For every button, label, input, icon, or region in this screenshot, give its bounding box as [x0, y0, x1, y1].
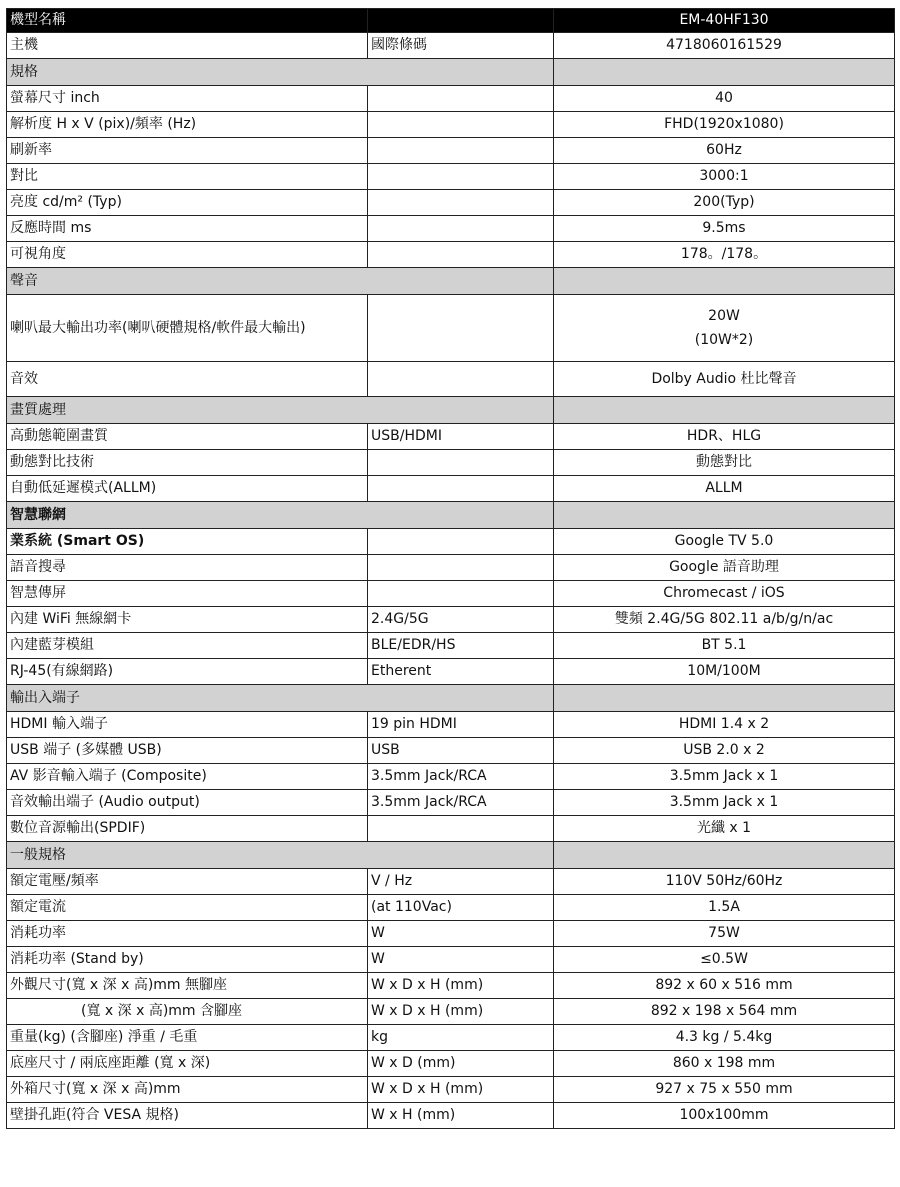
spec-row	[7, 764, 895, 790]
spec-row	[7, 921, 895, 947]
spec-label: 外箱尺寸(寬 x 深 x 高)mm	[7, 1077, 368, 1103]
spec-row	[7, 869, 895, 895]
spec-unit: 國際條碼	[368, 33, 554, 59]
spec-value: 3.5mm Jack x 1	[554, 790, 895, 816]
spec-row	[7, 607, 895, 633]
spec-value: 892 x 60 x 516 mm	[554, 973, 895, 999]
spec-label: 主機	[7, 33, 368, 59]
spec-value: 40	[554, 86, 895, 112]
spec-value: 892 x 198 x 564 mm	[554, 999, 895, 1025]
spec-value-line: (10W*2)	[694, 332, 754, 348]
spec-unit	[368, 138, 554, 164]
section-title: 輸出入端子	[7, 685, 554, 712]
spec-unit	[368, 529, 554, 555]
spec-row	[7, 362, 895, 397]
spec-table-body	[7, 9, 895, 1129]
spec-value: USB 2.0 x 2	[554, 738, 895, 764]
spec-row	[7, 1051, 895, 1077]
spec-label: (寬 x 深 x 高)mm 含腳座	[7, 999, 368, 1025]
spec-value: BT 5.1	[554, 633, 895, 659]
spec-row	[7, 999, 895, 1025]
spec-label: 音效	[7, 362, 368, 397]
spec-unit	[368, 816, 554, 842]
spec-label: 業系統 (Smart OS)	[7, 529, 368, 555]
spec-value: 10M/100M	[554, 659, 895, 685]
spec-label: 解析度 H x V (pix)/頻率 (Hz)	[7, 112, 368, 138]
spec-label: 可視角度	[7, 242, 368, 268]
spec-row	[7, 659, 895, 685]
spec-value: 動態對比	[554, 450, 895, 476]
spec-unit: 2.4G/5G	[368, 607, 554, 633]
spec-row	[7, 476, 895, 502]
spec-label: 壁掛孔距(符合 VESA 規格)	[7, 1103, 368, 1129]
section-title: 聲音	[7, 268, 554, 295]
section-header-row	[7, 268, 895, 295]
spec-unit	[368, 112, 554, 138]
spec-label: 螢幕尺寸 inch	[7, 86, 368, 112]
section-empty-cell	[554, 59, 895, 86]
spec-unit: V / Hz	[368, 869, 554, 895]
spec-label: 消耗功率 (Stand by)	[7, 947, 368, 973]
spec-label: 對比	[7, 164, 368, 190]
spec-unit	[368, 86, 554, 112]
spec-value: 3.5mm Jack x 1	[554, 764, 895, 790]
spec-value: ≤0.5W	[554, 947, 895, 973]
spec-unit: W x D x H (mm)	[368, 999, 554, 1025]
section-title: 畫質處理	[7, 397, 554, 424]
spec-row	[7, 712, 895, 738]
spec-unit: USB/HDMI	[368, 424, 554, 450]
spec-label: HDMI 輸入端子	[7, 712, 368, 738]
spec-row	[7, 295, 895, 362]
section-header-row	[7, 685, 895, 712]
spec-row	[7, 1025, 895, 1051]
spec-unit	[368, 295, 554, 362]
spec-row	[7, 895, 895, 921]
spec-label: RJ-45(有線網路)	[7, 659, 368, 685]
spec-value: 9.5ms	[554, 216, 895, 242]
spec-row	[7, 138, 895, 164]
section-title: 智慧聯網	[7, 502, 554, 529]
spec-value: 927 x 75 x 550 mm	[554, 1077, 895, 1103]
section-header-row	[7, 842, 895, 869]
spec-value: FHD(1920x1080)	[554, 112, 895, 138]
spec-row	[7, 790, 895, 816]
spec-value: 110V 50Hz/60Hz	[554, 869, 895, 895]
spec-value: 75W	[554, 921, 895, 947]
spec-unit: 3.5mm Jack/RCA	[368, 764, 554, 790]
spec-row	[7, 1077, 895, 1103]
spec-value: 4718060161529	[554, 33, 895, 59]
spec-table	[6, 8, 895, 1129]
spec-unit: W x D x H (mm)	[368, 973, 554, 999]
spec-label: 重量(kg) (含腳座) 淨重 / 毛重	[7, 1025, 368, 1051]
spec-unit	[368, 362, 554, 397]
spec-value: Google 語音助理	[554, 555, 895, 581]
spec-value: 4.3 kg / 5.4kg	[554, 1025, 895, 1051]
spec-unit	[368, 476, 554, 502]
spec-row	[7, 164, 895, 190]
spec-unit	[368, 581, 554, 607]
spec-value: 178。/178。	[554, 242, 895, 268]
spec-value: 860 x 198 mm	[554, 1051, 895, 1077]
spec-value: EM-40HF130	[554, 9, 895, 33]
spec-label: 數位音源輸出(SPDIF)	[7, 816, 368, 842]
spec-row	[7, 973, 895, 999]
spec-row	[7, 738, 895, 764]
section-title: 一般規格	[7, 842, 554, 869]
spec-label: 內建藍芽模組	[7, 633, 368, 659]
spec-unit: USB	[368, 738, 554, 764]
spec-label: 亮度 cd/m² (Typ)	[7, 190, 368, 216]
spec-value: Chromecast / iOS	[554, 581, 895, 607]
spec-row	[7, 816, 895, 842]
spec-value: HDR、HLG	[554, 424, 895, 450]
spec-label: AV 影音輸入端子 (Composite)	[7, 764, 368, 790]
spec-label: 內建 WiFi 無線網卡	[7, 607, 368, 633]
spec-value: 雙頻 2.4G/5G 802.11 a/b/g/n/ac	[554, 607, 895, 633]
spec-row	[7, 947, 895, 973]
spec-unit	[368, 9, 554, 33]
spec-value: Google TV 5.0	[554, 529, 895, 555]
spec-unit: Etherent	[368, 659, 554, 685]
spec-label: 外觀尺寸(寬 x 深 x 高)mm 無腳座	[7, 973, 368, 999]
spec-unit	[368, 164, 554, 190]
spec-label: 額定電壓/頻率	[7, 869, 368, 895]
spec-row	[7, 529, 895, 555]
section-empty-cell	[554, 268, 895, 295]
spec-unit: kg	[368, 1025, 554, 1051]
spec-row	[7, 555, 895, 581]
spec-label: USB 端子 (多媒體 USB)	[7, 738, 368, 764]
spec-label: 機型名稱	[7, 9, 368, 33]
spec-label: 動態對比技術	[7, 450, 368, 476]
spec-unit	[368, 450, 554, 476]
section-title: 規格	[7, 59, 554, 86]
spec-row	[7, 633, 895, 659]
spec-value-line: 20W	[708, 308, 740, 324]
spec-unit: W	[368, 947, 554, 973]
spec-unit	[368, 216, 554, 242]
spec-label: 語音搜尋	[7, 555, 368, 581]
spec-unit: W x H (mm)	[368, 1103, 554, 1129]
spec-unit: 19 pin HDMI	[368, 712, 554, 738]
spec-unit: W x D (mm)	[368, 1051, 554, 1077]
spec-unit: 3.5mm Jack/RCA	[368, 790, 554, 816]
spec-unit: BLE/EDR/HS	[368, 633, 554, 659]
spec-row	[7, 1103, 895, 1129]
spec-unit: W	[368, 921, 554, 947]
spec-label: 消耗功率	[7, 921, 368, 947]
spec-label: 自動低延遲模式(ALLM)	[7, 476, 368, 502]
spec-label: 音效輸出端子 (Audio output)	[7, 790, 368, 816]
spec-value: 60Hz	[554, 138, 895, 164]
spec-value: 光纖 x 1	[554, 816, 895, 842]
spec-label: 喇叭最大輸出功率(喇叭硬體規格/軟件最大輸出)	[7, 295, 368, 362]
section-header-row	[7, 502, 895, 529]
spec-label: 額定電流	[7, 895, 368, 921]
spec-row	[7, 86, 895, 112]
section-empty-cell	[554, 842, 895, 869]
spec-row	[7, 450, 895, 476]
spec-unit	[368, 190, 554, 216]
spec-value	[554, 295, 895, 362]
spec-label: 智慧傳屏	[7, 581, 368, 607]
spec-row	[7, 112, 895, 138]
spec-row	[7, 424, 895, 450]
section-header-row	[7, 397, 895, 424]
spec-row	[7, 581, 895, 607]
spec-value: 100x100mm	[554, 1103, 895, 1129]
spec-value: 200(Typ)	[554, 190, 895, 216]
section-empty-cell	[554, 397, 895, 424]
spec-row	[7, 242, 895, 268]
section-empty-cell	[554, 502, 895, 529]
spec-row	[7, 190, 895, 216]
section-header-row	[7, 59, 895, 86]
spec-value: 3000:1	[554, 164, 895, 190]
model-name-row	[7, 9, 895, 33]
spec-label: 刷新率	[7, 138, 368, 164]
spec-value: 1.5A	[554, 895, 895, 921]
spec-value: ALLM	[554, 476, 895, 502]
spec-label: 高動態範圍畫質	[7, 424, 368, 450]
spec-unit	[368, 242, 554, 268]
spec-label: 底座尺寸 / 兩底座距離 (寬 x 深)	[7, 1051, 368, 1077]
section-empty-cell	[554, 685, 895, 712]
spec-row	[7, 33, 895, 59]
spec-value: HDMI 1.4 x 2	[554, 712, 895, 738]
spec-label: 反應時間 ms	[7, 216, 368, 242]
spec-unit	[368, 555, 554, 581]
spec-unit: W x D x H (mm)	[368, 1077, 554, 1103]
spec-row	[7, 216, 895, 242]
spec-unit: (at 110Vac)	[368, 895, 554, 921]
spec-value: Dolby Audio 杜比聲音	[554, 362, 895, 397]
